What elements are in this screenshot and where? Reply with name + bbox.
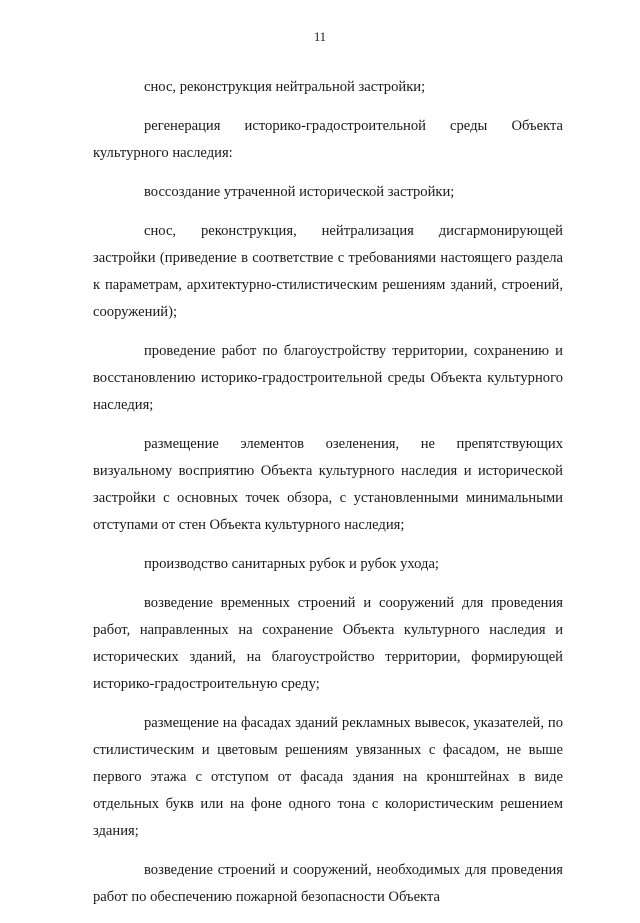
paragraph-temporary-structures: возведение временных строений и сооружений для проведения работ, направленных на сохранение Объекта культурного наследия и исторических зданий, на благоустройство территории, формирующей историко-градостроительную среду; <box>93 595 563 692</box>
paragraph-regeneration: регенерация историко-градостроительной среды Объекта культурного наследия: <box>93 118 563 161</box>
paragraph-landscaping: проведение работ по благоустройству территории, сохранению и восстановлению историко-градостроительной среды Объекта культурного наследия; <box>93 343 563 413</box>
paragraph-greenery: размещение элементов озеленения, не препятствующих визуальному восприятию Объекта культурного наследия и исторической застройки с основных точек обзора, с установленными минимальными отступами от стен Объекта культурного наследия; <box>93 436 563 533</box>
paragraph-fire-safety: возведение строений и сооружений, необходимых для проведения работ по обеспечению пожарной безопасности Объекта <box>93 862 563 905</box>
page-number: 11 <box>313 30 327 44</box>
paragraph-signage: размещение на фасадах зданий рекламных вывесок, указателей, по стилистическим и цветовым решениям увязанных с фасадом, не выше первого этажа с отступом от фасада здания на кронштейнах в виде отдельных букв или на фоне одного тона с колористическим решением здания; <box>93 715 563 839</box>
body-text <box>93 74 563 923</box>
paragraph-sanitary-felling: производство санитарных рубок и рубок ухода; <box>144 556 439 572</box>
paragraph-recreation: воссоздание утраченной исторической застройки; <box>144 184 455 200</box>
paragraph-disharmonious-buildings: снос, реконструкция, нейтрализация дисгармонирующей застройки (приведение в соответствие с требованиями настоящего раздела к параметрам, архитектурно-стилистическим решениям зданий, строений, сооружений); <box>93 223 563 320</box>
paragraph-demolition: снос, реконструкция нейтральной застройки; <box>144 79 426 95</box>
